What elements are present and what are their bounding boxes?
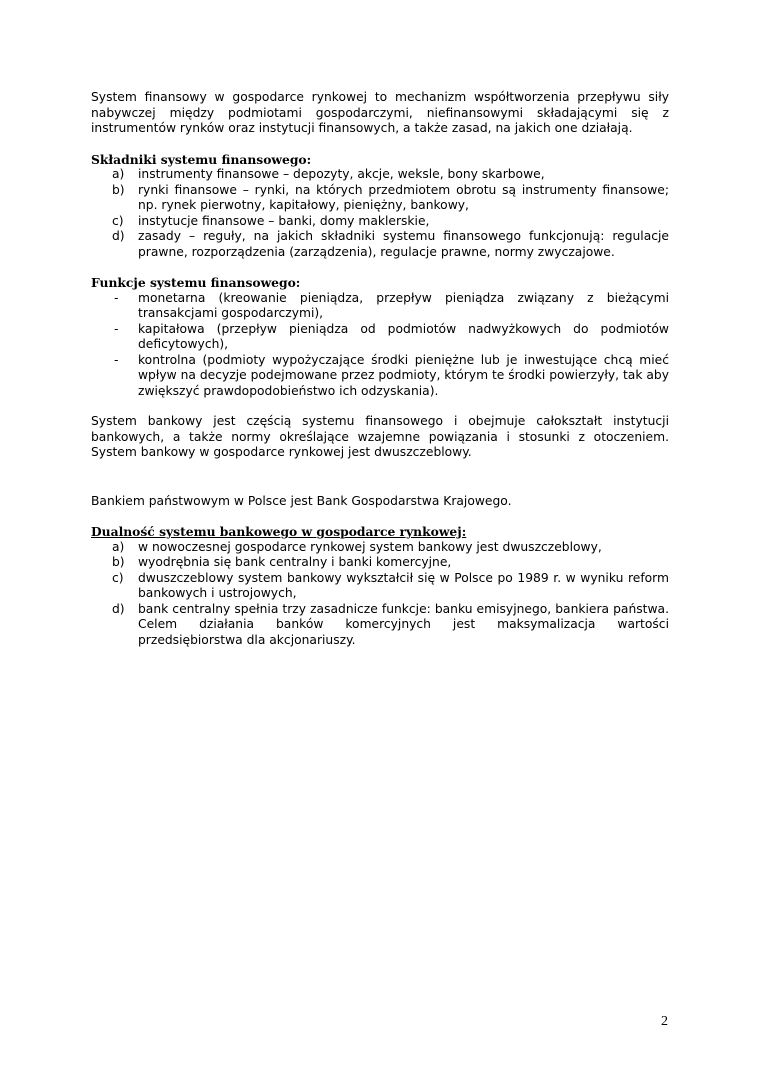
components-list bbox=[91, 167, 669, 260]
list-item-text: rynki finansowe – rynki, na których przedmiotem obrotu są instrumenty finansowe; np. rynek pierwotny, kapitałowy, pieniężny, bankowy, bbox=[138, 182, 669, 212]
list-marker: - bbox=[114, 352, 119, 367]
functions-list bbox=[91, 291, 669, 400]
list-marker: - bbox=[114, 321, 119, 336]
list-marker: c) bbox=[112, 213, 124, 228]
list-item-text: kapitałowa (przepływ pieniądza od podmiotów nadwyżkowych do podmiotów deficytowych), bbox=[138, 321, 669, 351]
list-marker: d) bbox=[112, 601, 125, 616]
components-heading: Składniki systemu finansowego: bbox=[91, 151, 312, 167]
banking-paragraph: System bankowy jest częścią systemu finansowego i obejmuje całokształt instytucji bankowych, a także normy określające wzajemne powiązania i stosunki z otoczeniem. System bankowy w gospodarce rynkowej jest dwuszczeblowy. bbox=[91, 414, 669, 459]
list-item-text: w nowoczesnej gospodarce rynkowej system bankowy jest dwuszczeblowy, bbox=[138, 539, 602, 554]
list-item bbox=[91, 571, 669, 602]
list-item bbox=[91, 291, 669, 322]
list-marker: a) bbox=[112, 539, 125, 554]
state-bank-paragraph: Bankiem państwowym w Polsce jest Bank Gospodarstwa Krajowego. bbox=[91, 493, 512, 508]
list-item bbox=[91, 353, 669, 400]
list-item-text: instytucje finansowe – banki, domy maklerskie, bbox=[138, 213, 430, 228]
list-item bbox=[91, 322, 669, 353]
list-item-text: instrumenty finansowe – depozyty, akcje, weksle, bony skarbowe, bbox=[138, 167, 545, 181]
list-item-text: zasady – reguły, na jakich składniki systemu finansowego funkcjonują: regulacje prawne, rozporządzenia (zarządzenia), regulacje prawne, normy zwyczajowe. bbox=[138, 229, 669, 259]
list-item-text: kontrolna (podmioty wypożyczające środki pieniężne lub je inwestujące chcą mieć wpływ na decyzje podejmowane przez podmioty, którym te środki powierzyły, tak aby zwiększyć prawdopodobieństwo ich odzyskania). bbox=[138, 352, 669, 398]
duality-list bbox=[91, 540, 669, 649]
page-number: 2 bbox=[661, 1014, 668, 1029]
list-item-text: wyodrębnia się bank centralny i banki komercyjne, bbox=[138, 555, 452, 569]
list-marker: - bbox=[114, 290, 119, 305]
list-item bbox=[91, 555, 669, 571]
list-item bbox=[91, 167, 669, 183]
functions-heading: Funkcje systemu finansowego: bbox=[91, 275, 301, 290]
list-item-text: bank centralny spełnia trzy zasadnicze funkcje: banku emisyjnego, bankiera państwa. Celem działania banków komercyjnych jest maksymalizacja wartości przedsiębiorstwa dla akcjonariuszy. bbox=[138, 601, 669, 647]
list-item bbox=[91, 229, 669, 260]
list-marker: b) bbox=[112, 555, 125, 569]
page-content bbox=[91, 90, 669, 648]
list-marker: a) bbox=[112, 167, 125, 181]
list-item bbox=[91, 214, 669, 230]
list-marker: b) bbox=[112, 182, 125, 197]
list-marker: c) bbox=[112, 570, 124, 585]
list-item bbox=[91, 183, 669, 214]
list-item-text: dwuszczeblowy system bankowy wykształcił się w Polsce po 1989 r. w wyniku reform bankowych i ustrojowych, bbox=[138, 570, 669, 600]
intro-paragraph: System finansowy w gospodarce rynkowej to mechanizm współtworzenia przepływu siły nabywczej między podmiotami gospodarczymi, niefinansowymi składającymi się z instrumentów rynków oraz instytucji finansowych, a także zasad, na jakich one działają. bbox=[91, 90, 669, 135]
list-item-text: monetarna (kreowanie pieniądza, przepływ pieniądza związany z bieżącymi transakcjami gospodarczymi), bbox=[138, 290, 669, 320]
list-item bbox=[91, 602, 669, 649]
duality-heading: Dualność systemu bankowego w gospodarce rynkowej: bbox=[91, 524, 467, 539]
list-item bbox=[91, 540, 669, 556]
list-marker: d) bbox=[112, 229, 125, 243]
